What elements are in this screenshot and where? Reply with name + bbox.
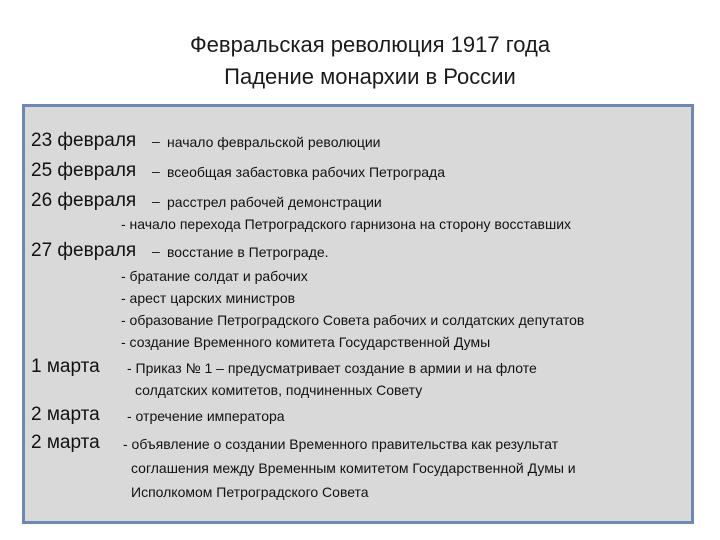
event-date: 1 марта (31, 356, 100, 377)
event-date: 26 февраля (31, 190, 137, 211)
event-separator: – (152, 193, 160, 209)
event-separator: – (152, 163, 160, 179)
event-date: 25 февраля (31, 160, 137, 181)
event-text-continued: соглашения между Временным комитетом Государственной Думы и (131, 460, 576, 476)
event-text: восстание в Петрограде. (167, 244, 329, 260)
event-text: начало февральской революции (167, 134, 381, 150)
event-text: расстрел рабочей демонстрации (167, 194, 382, 210)
event-date: 23 февраля (31, 130, 137, 151)
event-separator: – (152, 243, 160, 259)
timeline-panel (22, 104, 694, 524)
event-date: 2 марта (31, 432, 100, 453)
event-text: - отречение императора (127, 408, 285, 424)
event-subitem: - образование Петроградского Совета рабочих и солдатских депутатов (121, 312, 585, 328)
event-text: - Приказ № 1 – предусматривает создание в армии и на флоте (127, 360, 537, 376)
event-text: всеобщая забастовка рабочих Петрограда (167, 164, 445, 180)
event-date: 2 марта (31, 404, 100, 425)
title-line-2: Падение монархии в России (224, 64, 516, 89)
event-subitem: - создание Временного комитета Государственной Думы (121, 334, 491, 350)
event-subitem: - начало перехода Петроградского гарнизона на сторону восставших (121, 216, 572, 232)
event-separator: – (152, 133, 160, 149)
event-subitem: - братание солдат и рабочих (121, 268, 308, 284)
event-date: 27 февраля (31, 240, 137, 261)
title-line-1: Февральская революция 1917 года (189, 32, 551, 57)
event-text-continued: солдатских комитетов, подчиненных Совету (135, 382, 423, 398)
event-text: - объявление о создании Временного правительства как результат (123, 436, 559, 452)
event-subitem: - арест царских министров (121, 290, 296, 306)
event-text-continued: Исполкомом Петроградского Совета (131, 484, 369, 500)
